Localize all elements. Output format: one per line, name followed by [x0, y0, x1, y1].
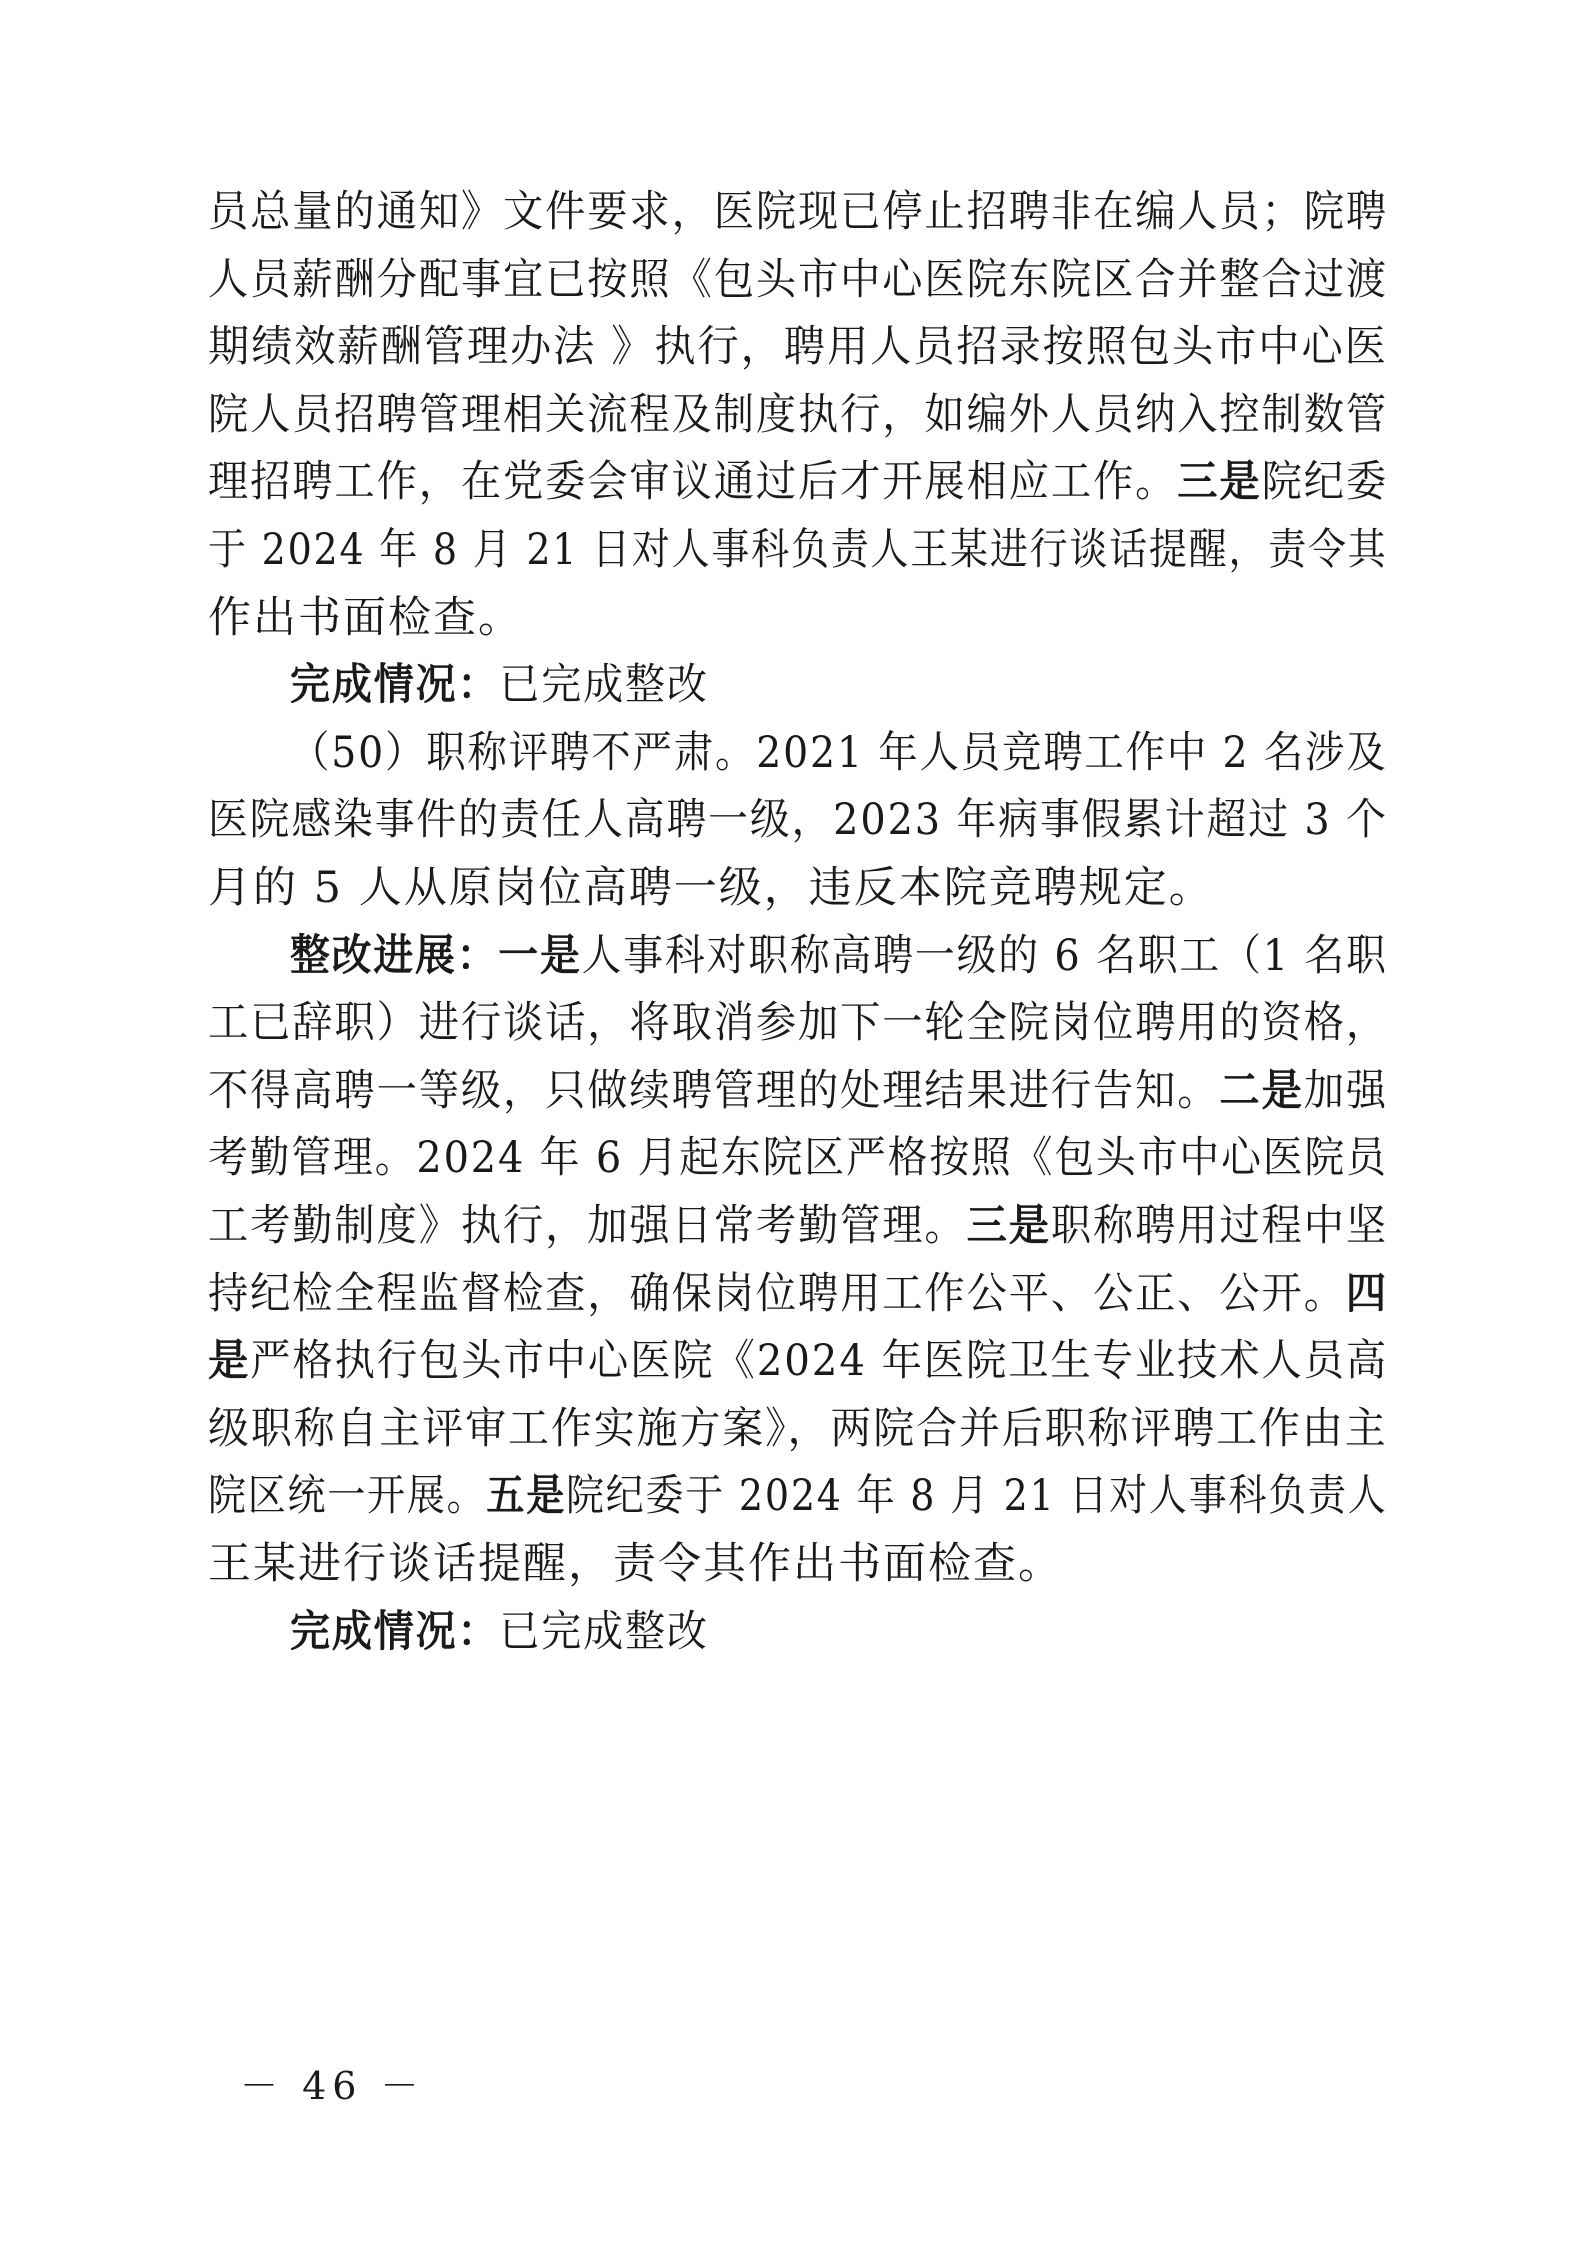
text-line [290, 921, 1388, 991]
body-text: 员总量的通知》文件要求，医院现已停止招聘非在编人员；院聘 [208, 187, 1388, 237]
body-text: 严格执行包头市中心医院《2024 年医院卫生专业技术人员高 [250, 1336, 1389, 1386]
text-line [290, 650, 1388, 720]
bold-heading-text: 完成情况： [290, 660, 500, 710]
body-text: 职称聘用过程中坚 [1050, 1201, 1388, 1251]
body-text: 作出书面检查。 [208, 593, 523, 643]
text-line [208, 312, 1388, 382]
bold-heading-text: 三是 [966, 1201, 1051, 1251]
body-text: 月的 5 人从原岗位高聘一级，违反本院竞聘规定。 [208, 863, 1214, 913]
text-line [208, 515, 1388, 585]
body-text: 已完成整改 [499, 1607, 709, 1657]
body-text: 于 2024 年 8 月 21 日对人事科负责人王某进行谈话提醒，责令其 [208, 525, 1388, 575]
body-text: 级职称自主评审工作实施方案》，两院合并后职称评聘工作由主 [208, 1404, 1388, 1454]
body-text: 期绩效薪酬管理办法 》执行，聘用人员招录按照包头市中心医 [208, 322, 1388, 372]
text-line [208, 988, 1388, 1058]
text-line [208, 1259, 1388, 1329]
body-text: 人员薪酬分配事宜已按照《包头市中心医院东院区合并整合过渡 [208, 255, 1388, 305]
body-text: 院纪委于 2024 年 8 月 21 日对人事科负责人 [565, 1471, 1388, 1521]
body-text: （50）职称评聘不严肃。2021 年人员竞聘工作中 2 名涉及 [290, 728, 1388, 778]
text-line [290, 1597, 1388, 1667]
text-line [208, 1056, 1388, 1126]
body-text: 工考勤制度》执行，加强日常考勤管理。 [208, 1201, 967, 1251]
body-text: 理招聘工作，在党委会审议通过后才开展相应工作。 [208, 457, 1178, 507]
body-text: 持纪检全程监督检查，确保岗位聘用工作公平、公正、公开。 [208, 1269, 1346, 1319]
body-text: 工已辞职）进行谈话，将取消参加下一轮全院岗位聘用的资格， [208, 998, 1388, 1048]
text-line [208, 447, 1388, 517]
text-line [208, 1461, 1388, 1531]
text-line [208, 785, 1388, 855]
body-text: 人事科对职称高聘一级的 6 名职工（1 名职 [581, 931, 1388, 981]
body-text: 考勤管理。2024 年 6 月起东院区严格按照《包头市中心医院员 [208, 1133, 1388, 1183]
text-line [208, 1529, 1388, 1599]
body-text: 院区统一开展。 [208, 1471, 487, 1521]
bold-heading-text: 二是 [1219, 1066, 1304, 1116]
text-line [208, 1326, 1389, 1396]
page-number: － 46 － [240, 2064, 425, 2108]
body-text: 王某进行谈话提醒，责令其作出书面检查。 [208, 1539, 1063, 1589]
text-line [208, 1394, 1388, 1464]
body-text: 院人员招聘管理相关流程及制度执行，如编外人员纳入控制数管 [208, 390, 1388, 440]
text-line [208, 1191, 1388, 1261]
bold-heading-text: 完成情况： [290, 1607, 500, 1657]
text-line [290, 718, 1388, 788]
bold-heading-text: 一是 [498, 931, 582, 981]
text-line [208, 245, 1388, 315]
text-line [208, 1123, 1388, 1193]
bold-heading-text: 四 [1345, 1269, 1388, 1319]
text-line [208, 583, 1388, 653]
text-line [208, 177, 1388, 247]
body-text: 医院感染事件的责任人高聘一级，2023 年病事假累计超过 3 个 [208, 795, 1388, 845]
text-line [208, 380, 1388, 450]
bold-heading-text: 三是 [1177, 457, 1262, 507]
text-line [208, 853, 1388, 923]
body-text: 院纪委 [1261, 457, 1388, 507]
body-text: 已完成整改 [499, 660, 709, 710]
bold-heading-text: 是 [208, 1336, 251, 1386]
bold-heading-text: 整改进展： [290, 931, 499, 981]
body-text: 加强 [1303, 1066, 1388, 1116]
body-text: 不得高聘一等级，只做续聘管理的处理结果进行告知。 [208, 1066, 1220, 1116]
bold-heading-text: 五是 [486, 1471, 566, 1521]
